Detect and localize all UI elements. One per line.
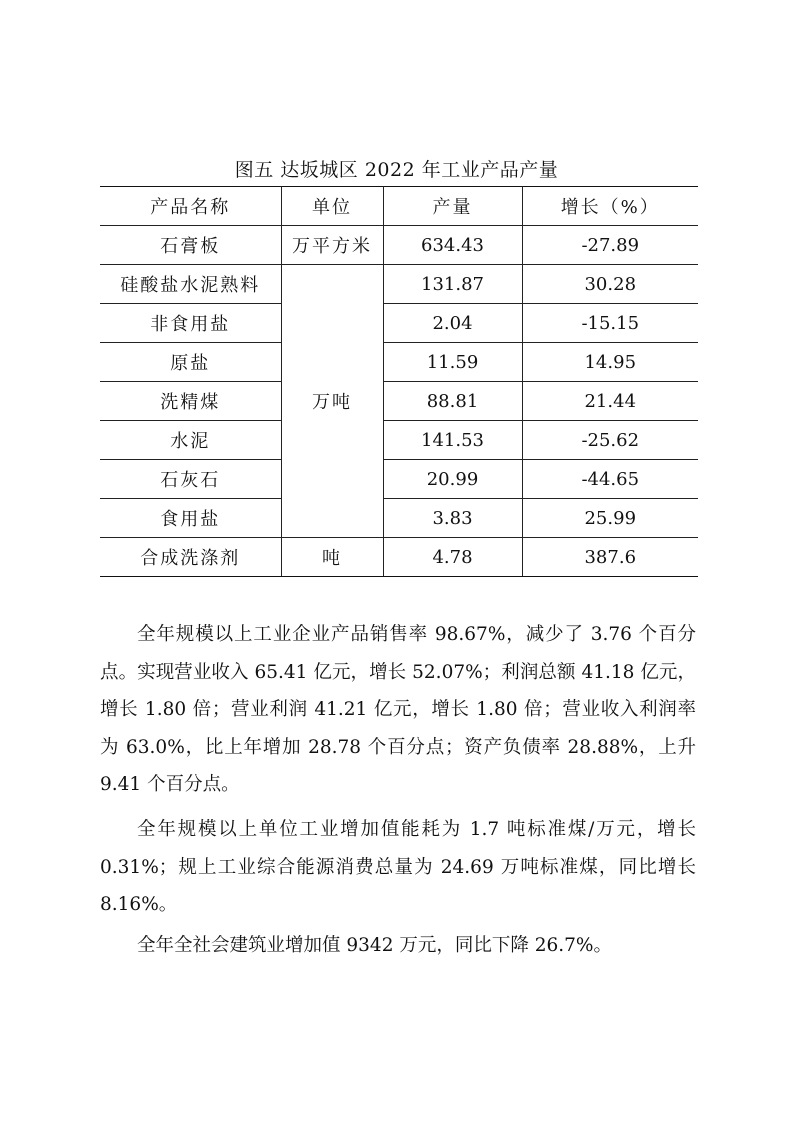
product-name-cell: 食用盐 [100,499,281,538]
table-row [100,382,698,421]
product-name-cell: 非食用盐 [100,304,281,343]
output-cell: 4.78 [383,538,522,577]
growth-cell: -44.65 [522,460,698,499]
table-row [100,265,698,304]
output-cell: 20.99 [383,460,522,499]
unit-cell: 万平方米 [281,226,383,265]
output-cell: 131.87 [383,265,522,304]
growth-cell: 21.44 [522,382,698,421]
growth-cell: -27.89 [522,226,698,265]
output-cell: 3.83 [383,499,522,538]
product-name-cell: 洗精煤 [100,382,281,421]
product-name-cell: 硅酸盐水泥熟料 [100,265,281,304]
product-name-cell: 合成洗涤剂 [100,538,281,577]
growth-cell: -25.62 [522,421,698,460]
header-growth: 增长（%） [522,187,698,226]
header-product-name: 产品名称 [100,187,281,226]
output-cell: 2.04 [383,304,522,343]
header-output: 产量 [383,187,522,226]
header-unit: 单位 [281,187,383,226]
product-name-cell: 水泥 [100,421,281,460]
output-cell: 11.59 [383,343,522,382]
growth-cell: 14.95 [522,343,698,382]
table-row [100,343,698,382]
output-cell: 141.53 [383,421,522,460]
table-row [100,460,698,499]
growth-cell: 25.99 [522,499,698,538]
table-row [100,538,698,577]
table-row [100,226,698,265]
growth-cell: 30.28 [522,265,698,304]
table-row [100,304,698,343]
product-name-cell: 石膏板 [100,226,281,265]
product-name-cell: 原盐 [100,343,281,382]
unit-cell: 万吨 [281,265,383,538]
table-row [100,421,698,460]
growth-cell: -15.15 [522,304,698,343]
product-name-cell: 石灰石 [100,460,281,499]
table-caption: 图五 达坂城区 2022 年工业产品产量 [234,159,559,181]
unit-cell: 吨 [281,538,383,577]
paragraph-construction: 全年全社会建筑业增加值 9342 万元，同比下降 26.7%。 [137,935,612,956]
table-row [100,499,698,538]
output-cell: 634.43 [383,226,522,265]
industrial-output-table [100,186,698,577]
growth-cell: 387.6 [522,538,698,577]
paragraph-energy-consumption: 全年规模以上单位工业增加值能耗为 1.7 吨标准煤/万元，增长 0.31%；规上工业综合能源消费总量为 24.69 万吨标准煤，同比增长 8.16%。 [100,819,696,915]
output-cell: 88.81 [383,382,522,421]
paragraph-sales-profit: 全年规模以上工业企业产品销售率 98.67%，减少了 3.76 个百分点。实现营业收入 65.41 亿元，增长 52.07%；利润总额 41.18 亿元，增长 1.80 倍；营业利润 41.21 亿元，增长 1.80 倍；营业收入利润率为 63.0%，比上年增加 28.78 个百分点；资产负债率 28.88%，上升 9.41 个百分点。 [100,624,696,795]
table-header-row [100,187,698,226]
